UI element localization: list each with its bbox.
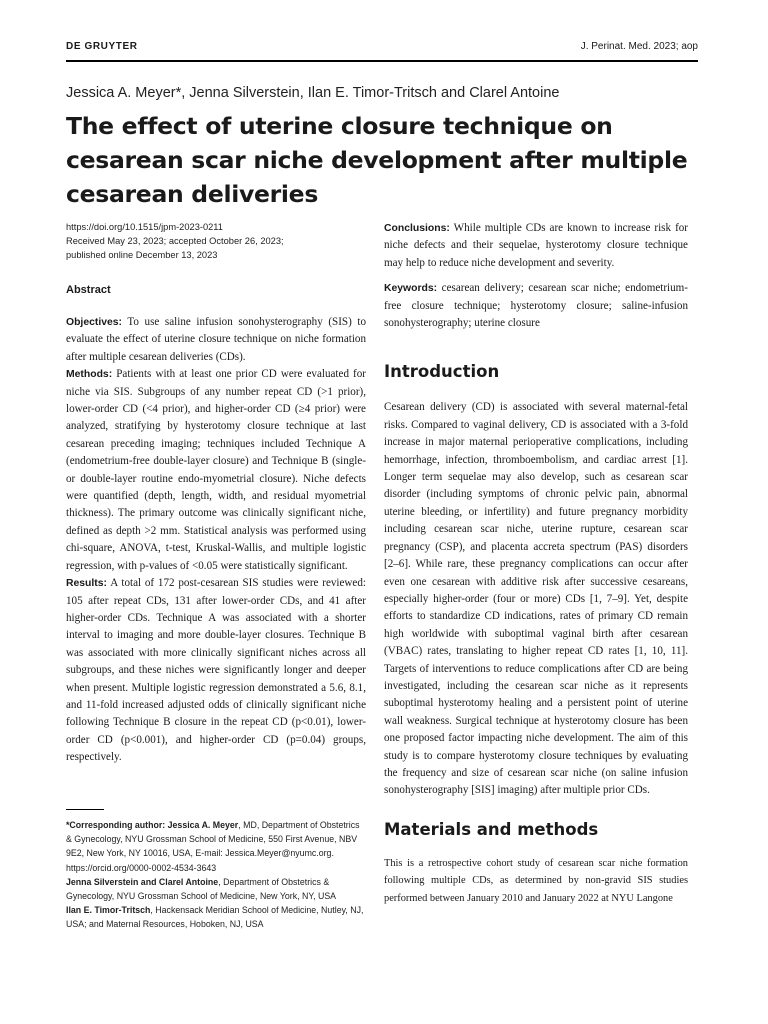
methods-label: Methods: [66, 369, 113, 381]
abstract-methods [66, 366, 366, 575]
abstract-conclusions [384, 220, 688, 272]
journal-reference: J. Perinat. Med. 2023; aop [580, 41, 698, 52]
corresponding-author-text: , MD, Department of Obstetrics & Gynecology, NYU Grossman School of Medicine, 550 First Avenue, NBV 9E2, New York, NY 10016, USA, E-mail: Jessica.Meyer@nyumc.org. https://orcid.org/0000-0002-4534-3643 [66, 820, 360, 873]
doi-link[interactable]: https://doi.org/10.1515/jpm-2023-0211 [66, 222, 223, 232]
article-title: The effect of uterine closure technique on cesarean scar niche development after multiple cesarean deliveries [66, 112, 688, 208]
affiliation-3-text: , Hackensack Meridian School of Medicine, Nutley, NJ, USA; and Maternal Resources, Hoboken, NJ, USA [66, 905, 364, 930]
footnote-corresponding-author [66, 818, 366, 875]
right-column [384, 220, 688, 907]
methods-text: Patients with at least one prior CD were evaluated for niche via SIS. Subgroups of any number repeat CD (>1 prior), lower-order CD (<4 prior), and higher-order CD (≥4 prior) were analyzed, stratifying by hysterotomy closure technique at last cesarean preceding imaging; techniques included Technique A (endometrium-free double-layer closure) and Technique B (single- or double-layer routine endo-myometrial closure). Niche defects were quantified (depth, length, width, and residual myometrial thickness). The primary outcome was clinically significant niche, defined as depth >2 mm. Statistical analysis was performed using chi-square, ANOVA, t-test, Kruskal-Wallis, and multiple logistic regression, with p-values of <0.05 were statistically significant. [66, 368, 366, 572]
affiliation-3-label: Ilan E. Timor-Tritsch [66, 905, 151, 916]
conclusions-text: While multiple CDs are known to increase risk for niche defects and their sequelae, hysterotomy closure technique may help to reduce niche development and severity. [384, 222, 689, 269]
objectives-text: To use saline infusion sonohysterography (SIS) to evaluate the effect of uterine closure technique on niche formation after multiple cesarean deliveries (CDs). [66, 316, 366, 363]
methods-heading: Materials and methods [384, 819, 599, 839]
results-text: A total of 172 post-cesarean SIS studies were reviewed: 105 after repeat CDs, 131 after lower-order CDs, and 41 after higher-order CDs. Technique A was associated with a shorter interval to imaging and more double-layer closures. Technique B was associated with more clinically significant niches across all subgroups, and these niches were significantly longer and deeper when present. Multiple logistic regression demonstrated a 5.6, 8.1, and 11-fold increased adjusted odds of clinically significant niche following Technique B closure in the repeat CD (p<0.01), lower-order CD (p<0.001), and higher-order CD (p=0.04) groups, respectively. [66, 577, 366, 764]
published-date: published online December 13, 2023 [66, 250, 218, 260]
affiliation-2-text: , Department of Obstetrics & Gynecology, NYU Grossman School of Medicine, New York, NY, USA [66, 876, 337, 902]
abstract-keywords [384, 280, 688, 332]
abstract-results [66, 575, 366, 766]
keywords-label: Keywords: [384, 283, 438, 295]
keywords-text: cesarean delivery; cesarean scar niche; endometrium-free closure technique; hysterotomy closure; saline-infusion sonohysterography; uterine closure [384, 282, 688, 330]
footnote-affiliation-2 [66, 875, 366, 903]
conclusions-label: Conclusions: [384, 223, 450, 234]
methods-text: This is a retrospective cohort study of cesarean scar niche formation following multiple CDs, as determined by non-gravid SIS studies performed between January 2010 and January 2022 at NYU Langone [384, 857, 688, 904]
received-dates: Received May 23, 2023; accepted October 26, 2023; [66, 236, 284, 246]
author-list: Jessica A. Meyer*, Jenna Silverstein, Ilan E. Timor-Tritsch and Clarel Antoine [66, 85, 560, 101]
objectives-label: Objectives: [66, 317, 123, 328]
affiliation-2-label: Jenna Silverstein and Clarel Antoine [66, 876, 219, 887]
footnote-rule [66, 809, 104, 811]
left-column [66, 220, 366, 932]
introduction-heading: Introduction [384, 362, 500, 382]
introduction-text: Cesarean delivery (CD) is associated with several maternal-fetal risks. Compared to vaginal delivery, CD is associated with a 3-fold increase in major maternal perioperative complications, including hemorrhage, infection, thromboembolism, and cardiac arrest [1]. Longer term sequelae may also develop, such as cesarean scar disorder (including symptoms of chronic pelvic pain, abnormal uterine bleeding, or infertility) and future pregnancy morbidity including cesarean scar niche, uterine rupture, cesarean scar pregnancy (CSP), and placenta accreta spectrum (PAS) disorders [2–6]. While rare, these pregnancy complications can occur after even one cesarean with additive risk after successive cesareans, especially higher-order (four or more) CDs [1, 7–9]. Yet, despite efforts to standardize CD indications, rates of primary CD remain high worldwide with suboptimal vaginal birth after cesarean (VBAC) rates, translating to higher repeat CD rates [1, 10, 11]. Targets of interventions to reduce complications after CD are being investigated, including the cesarean scar niche as it represents suboptimal hysterotomy healing and a persistent point of uterine wall weakness. Surgical technique at hysterotomy closure has been one proposed factor impacting niche development. The aim of this study is to compare hysterotomy closure techniques by evaluating the frequency and size of cesarean scar niche (on saline infusion sonohysterography [SIS] imaging) after multiple prior CDs. [384, 401, 688, 797]
publisher-logo-text: DE GRUYTER [66, 41, 138, 52]
results-label: Results: [66, 578, 107, 590]
abstract-heading: Abstract [66, 284, 111, 296]
corresponding-author-label: *Corresponding author: Jessica A. Meyer [66, 820, 239, 831]
header-rule [66, 60, 698, 62]
abstract-objectives [66, 314, 366, 366]
footnote-affiliation-3 [66, 903, 366, 931]
